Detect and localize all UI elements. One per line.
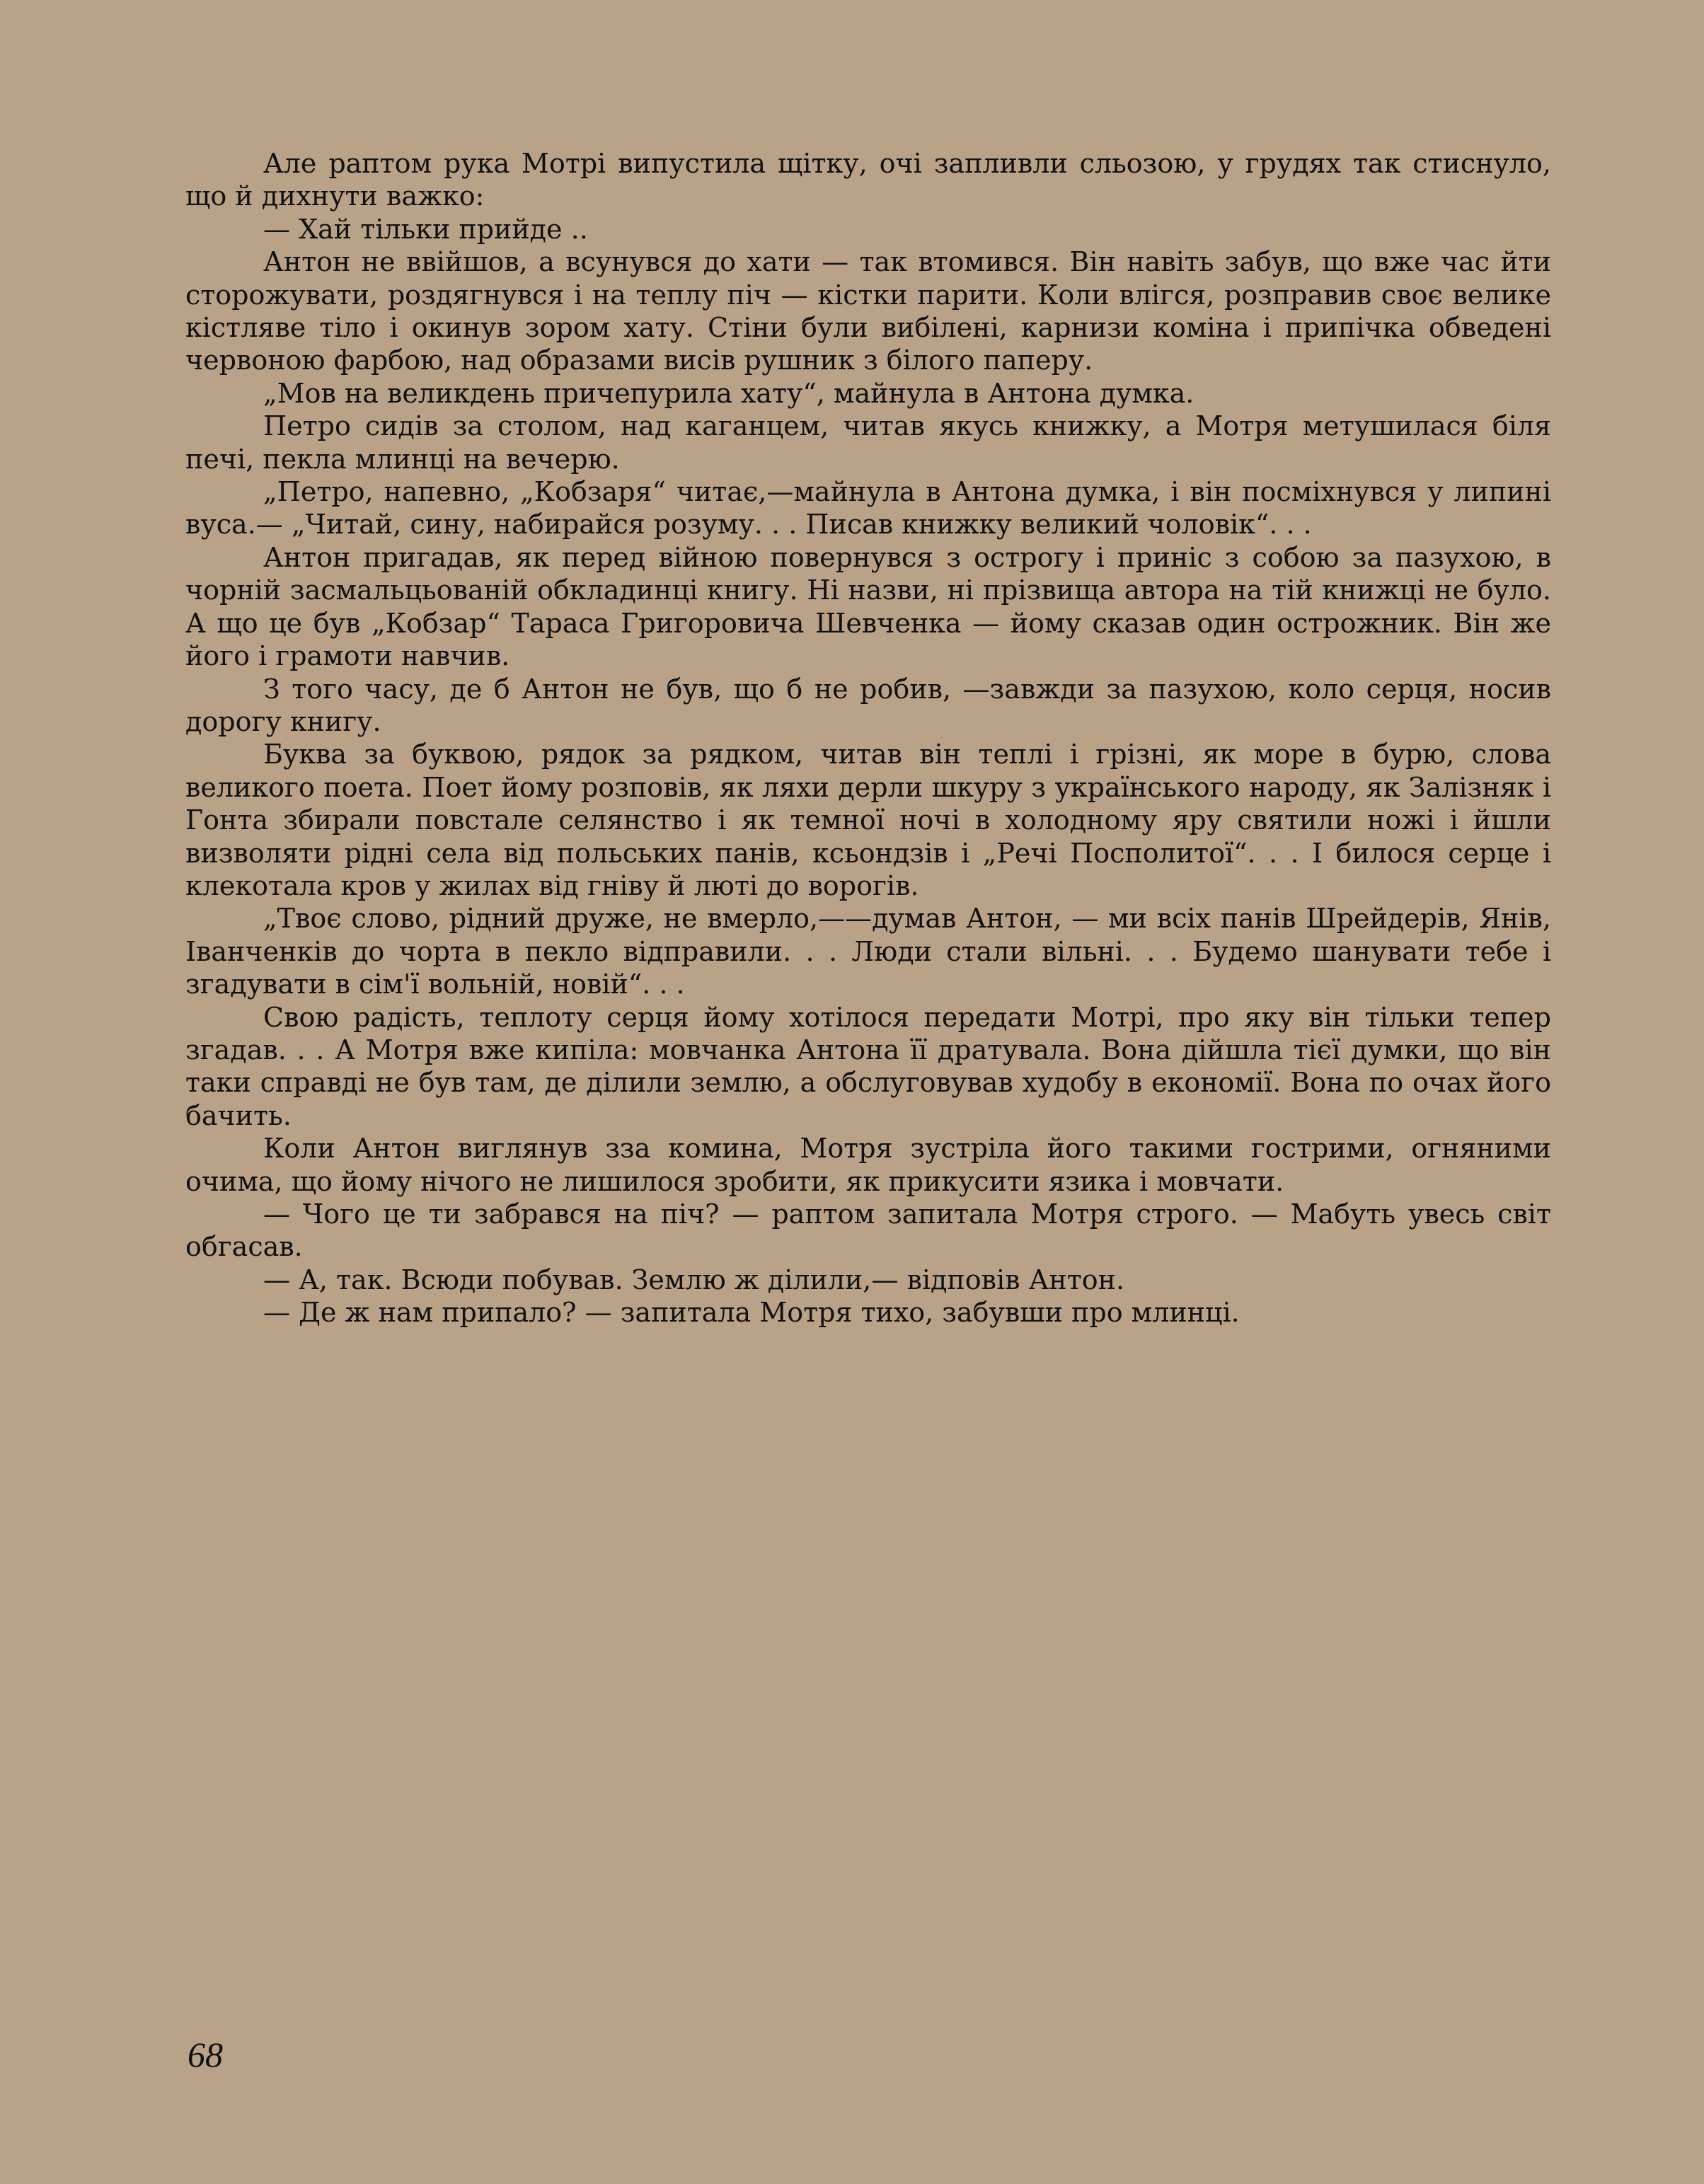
paragraph: Коли Антон виглянув зза комина, Мотря зустріла його такими гострими, огняними очима, що йому нічого не лишилося зробити, як прикусити язика і мовчати.: [185, 1133, 1551, 1197]
paragraph: „Твоє слово, рідний друже, не вмерло,——думав Антон, — ми всіх панів Шрейдерів, Янів, Іванченків до чорта в пекло відправили. . . Люди стали вільні. . . Будемо шанувати тебе і згадувати в сім'ї вольній, новій“. . .: [185, 903, 1551, 1000]
paragraph: — Хай тільки прийде ..: [263, 213, 588, 245]
paragraph: — Де ж нам припало? — запитала Мотря тихо, забувши про млинці.: [263, 1297, 1240, 1329]
paragraph: Антон пригадав, як перед війною повернувся з острогу і приніс з собою за пазухою, в чорній засмальцьованій обкладинці книгу. Ні назви, ні прізвища автора на тій книжці не було. А що це був „Кобзар“ Тараса Григоровича Шевченка — йому сказав один острожник. Він же його і грамоти навчив.: [185, 541, 1551, 672]
paragraph: Буква за буквою, рядок за рядком, читав він теплі і грізні, як море в бурю, слова великого поета. Поет йому розповів, як ляхи дерли шкуру з українського народу, як Залізняк і Гонта збирали повстале селянство і як темної ночі в холодному яру святили ножі і йшли визволяти рідні села від польських панів, ксьондзів і „Речі Посполитої“. . . І билося серце і клекотала кров у жилах від гніву й люті до ворогів.: [185, 739, 1551, 901]
paragraph: Антон не ввійшов, а всунувся до хати — так втомився. Він навіть забув, що вже час йти сторожувати, роздягнувся і на теплу піч — кістки парити. Коли влігся, розправив своє велике кістляве тіло і окинув зором хату. Стіни були вибілені, карнизи коміна і припічка обведені червоною фарбою, над образами висів рушник з білого паперу.: [185, 246, 1551, 376]
page-number: 68: [188, 2035, 223, 2074]
paragraph: Свою радість, теплоту серця йому хотілося передати Мотрі, про яку він тільки тепер згадав. . . А Мотря вже кипіла: мовчанка Антона її дратувала. Вона дійшла тієї думки, що він таки справді не був там, де ділили землю, а обслуговував худобу в економії. Вона по очах його бачить.: [185, 1001, 1551, 1131]
book-page-text: [185, 147, 1551, 1329]
paragraph: Але раптом рука Мотрі випустила щітку, очі запливли сльозою, у грудях так стиснуло, що й дихнути важко:: [185, 148, 1551, 212]
paragraph: — Чого це ти забрався на піч? — раптом запитала Мотря строго. — Мабуть увесь світ обгасав.: [185, 1198, 1551, 1263]
paragraph: „Мов на великдень причепурила хату“, майнула в Антона думка.: [263, 377, 1194, 409]
paragraph: З того часу, де б Антон не був, що б не робив, —завжди за пазухою, коло серця, носив дорогу книгу.: [185, 673, 1551, 737]
paragraph: „Петро, напевно, „Кобзаря“ читає,—майнула в Антона думка, і він посміхнувся у липині вуса.— „Читай, сину, набирайся розуму. . . Писав книжку великий чоловік“. . .: [185, 476, 1551, 541]
paragraph: — А, так. Всюди побував. Землю ж ділили,— відповів Антон.: [263, 1264, 1125, 1295]
paragraph: Петро сидів за столом, над каганцем, читав якусь книжку, а Мотря метушилася біля печі, пекла млинці на вечерю.: [185, 410, 1551, 475]
